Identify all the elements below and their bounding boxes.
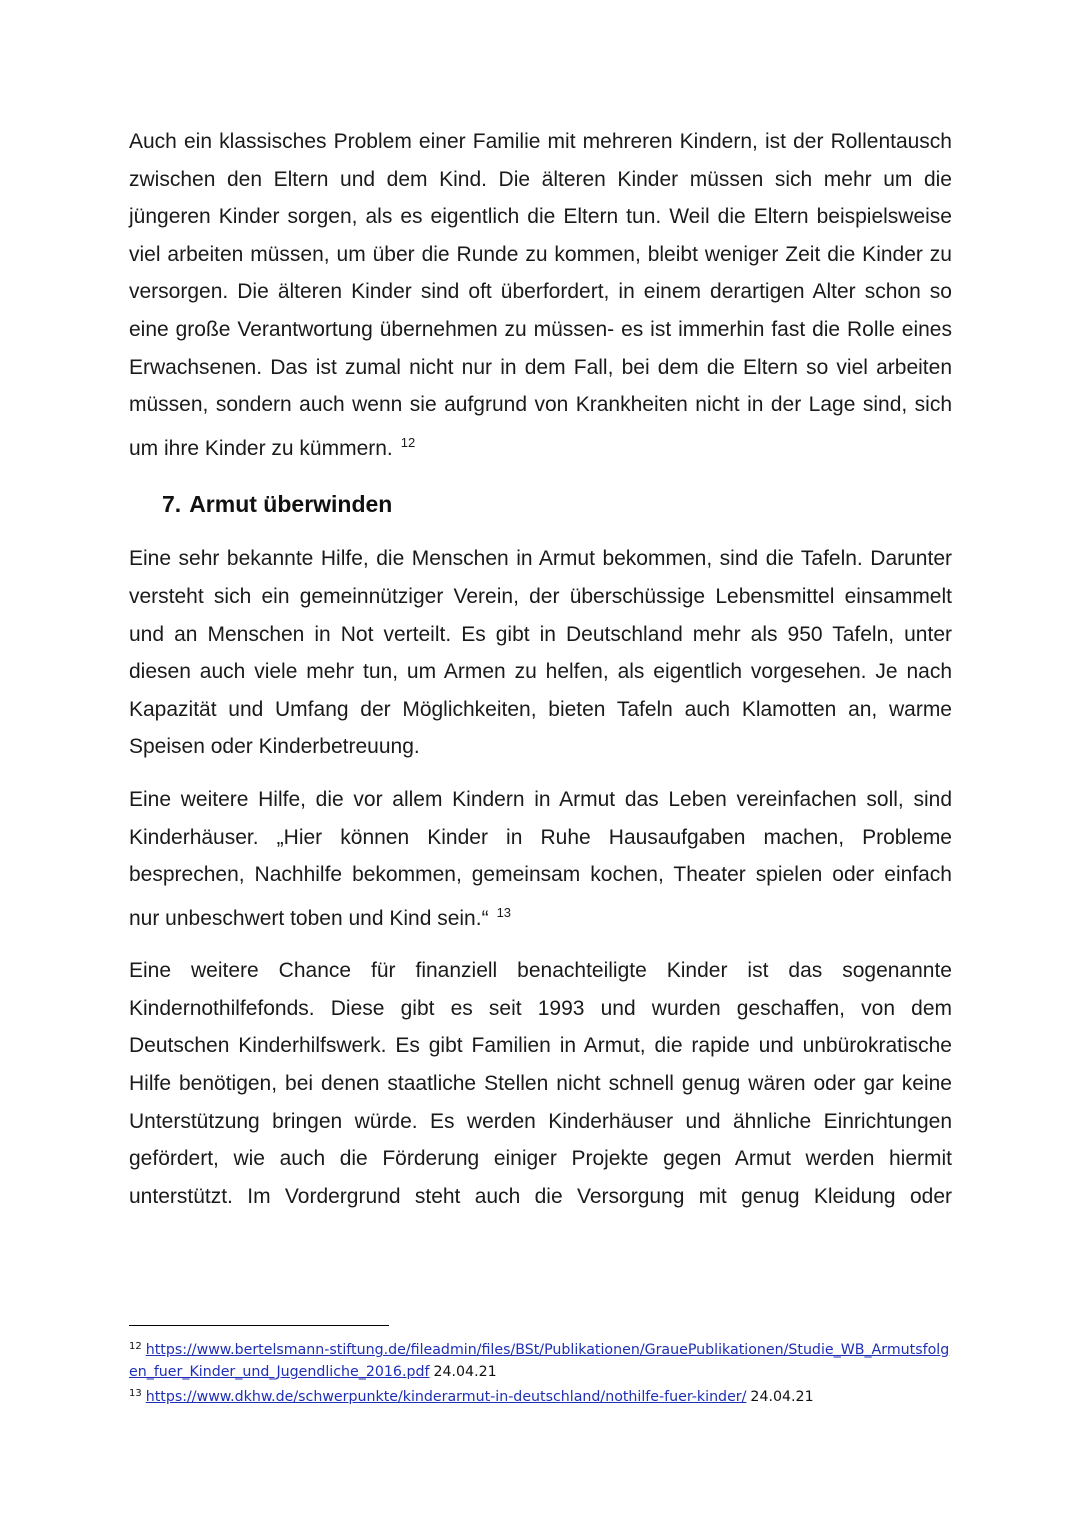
paragraph-text: Eine sehr bekannte Hilfe, die Menschen in Armut bekommen, sind die Tafeln. Darunter versteht sich ein gemeinnütziger Verein, der überschüssige Lebensmittel einsammelt und an Menschen in Not verteilt. Es gibt in Deutschland mehr als 950 Tafeln, unter diesen auch viele mehr tun, um Armen zu helfen, als eigentlich vorgesehen. Je nach Kapazität und Umfang der Möglichkeiten, bieten Tafeln auch Klamotten an, warme Speisen oder Kinderbetreuung. (129, 547, 952, 759)
section-heading (129, 482, 952, 526)
paragraph-text: Eine weitere Hilfe, die vor allem Kindern in Armut das Leben vereinfachen soll, sind Kinderhäuser. „Hier können Kinder in Ruhe Hausaufgaben machen, Probleme besprechen, Nachhilfe bekommen, gemeinsam kochen, Theater spielen oder einfach nur unbeschwert toben und Kind sein.“ (129, 787, 952, 930)
footnote-reference[interactable]: 12 (400, 434, 416, 450)
footnote-12 (129, 1336, 952, 1383)
footnote-separator (129, 1325, 389, 1326)
paragraph-kinderhaeuser (129, 781, 952, 937)
section-number: 7. (162, 491, 182, 518)
footnote-mark: 13 (129, 1388, 142, 1399)
paragraph-text: Eine weitere Chance für finanziell benachteiligte Kinder ist das sogenannte Kindernothilfefonds. Diese gibt es seit 1993 und wurden geschaffen, von dem Deutschen Kinderhilfswerk. Es gibt Familien in Armut, die rapide und unbürokratische Hilfe benötigen, bei denen staatliche Stellen nicht schnell genug wären oder gar keine Unterstützung bringen würde. Es werden Kinderhäuser und ähnliche Einrichtungen gefördert, wie auch die Förderung einiger Projekte gegen Armut werden hiermit unterstützt. Im Vordergrund steht auch die Versorgung mit genug Kleidung oder (129, 959, 952, 1208)
footnotes (129, 1336, 952, 1408)
footnote-13 (129, 1383, 952, 1408)
footnote-link[interactable]: https://www.dkhw.de/schwerpunkte/kinderarmut-in-deutschland/nothilfe-fuer-kinder/ (145, 1389, 747, 1405)
page-body (129, 123, 952, 1215)
section-title: Armut überwinden (189, 491, 393, 518)
footnote-link[interactable]: https://www.bertelsmann-stiftung.de/fileadmin/files/BSt/Publikationen/GrauePublikationen/Studie_WB_Armutsfolgen_fuer_Kinder_und_Jugendliche_2016.pdf (129, 1342, 950, 1380)
paragraph-tafeln (129, 540, 952, 766)
footnote-mark: 12 (129, 1341, 142, 1352)
paragraph-text: Auch ein klassisches Problem einer Familie mit mehreren Kindern, ist der Rollentausch zwischen den Eltern und dem Kind. Die älteren Kinder müssen sich mehr um die jüngeren Kinder sorgen, als es eigentlich die Eltern tun. Weil die Eltern beispielsweise viel arbeiten müssen, um über die Runde zu kommen, bleibt weniger Zeit die Kinder zu versorgen. Die älteren Kinder sind oft überfordert, in einem derartigen Alter schon so eine große Verantwortung übernehmen zu müssen- es ist immerhin fast die Rolle eines Erwachsenen. Das ist zumal nicht nur in dem Fall, bei dem die Eltern so viel arbeiten müssen, sondern auch wenn sie aufgrund von Krankheiten nicht in der Lage sind, sich um ihre Kinder zu kümmern. (129, 130, 952, 460)
paragraph-kindernothilfefonds (129, 952, 952, 1215)
paragraph-rollentausch (129, 123, 952, 467)
footnote-date: 24.04.21 (750, 1389, 814, 1405)
footnote-date: 24.04.21 (433, 1364, 497, 1380)
footnote-reference[interactable]: 13 (496, 904, 512, 920)
